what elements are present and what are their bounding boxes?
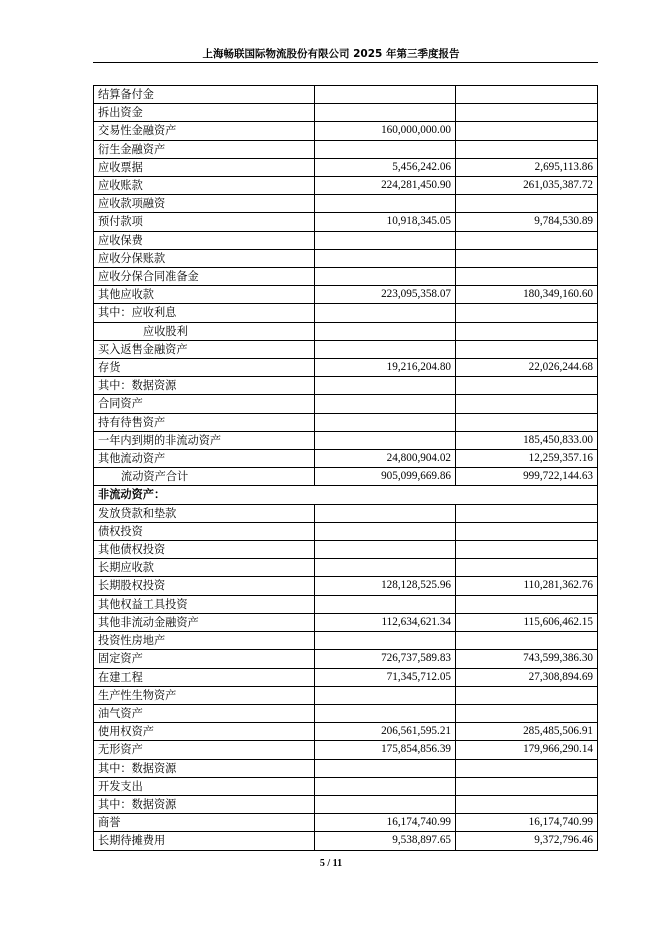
prior-period-value [456, 340, 598, 358]
row-label: 应收票据 [94, 158, 315, 176]
row-label: 其中：数据资源 [94, 759, 315, 777]
row-label: 其他流动资产 [94, 450, 315, 468]
row-label: 其中：数据资源 [94, 795, 315, 813]
current-period-value [315, 395, 456, 413]
prior-period-value: 12,259,357.16 [456, 450, 598, 468]
table-row [94, 686, 598, 704]
table-row [94, 632, 598, 650]
balance-sheet-body [94, 86, 598, 851]
prior-period-value: 285,485,506.91 [456, 723, 598, 741]
current-period-value [315, 559, 456, 577]
table-row [94, 450, 598, 468]
table-row [94, 468, 598, 486]
prior-period-value [456, 268, 598, 286]
prior-period-value [456, 704, 598, 722]
prior-period-value: 115,606,462.15 [456, 613, 598, 631]
row-label: 债权投资 [94, 522, 315, 540]
current-period-value [315, 431, 456, 449]
table-row [94, 595, 598, 613]
row-label: 应收分保账款 [94, 249, 315, 267]
row-label: 持有待售资产 [94, 413, 315, 431]
page-header-title: 上海畅联国际物流股份有限公司 2025 年第三季度报告 [202, 48, 460, 60]
current-period-value [315, 195, 456, 213]
row-label: 交易性金融资产 [94, 122, 315, 140]
row-label: 应收股利 [94, 322, 315, 340]
row-label: 应收保费 [94, 231, 315, 249]
current-period-value: 160,000,000.00 [315, 122, 456, 140]
prior-period-value: 179,966,290.14 [456, 741, 598, 759]
current-period-value: 175,854,856.39 [315, 741, 456, 759]
row-label: 长期待摊费用 [94, 832, 315, 850]
prior-period-value [456, 686, 598, 704]
row-label: 使用权资产 [94, 723, 315, 741]
table-row [94, 286, 598, 304]
table-row [94, 522, 598, 540]
row-label: 投资性房地产 [94, 632, 315, 650]
row-label: 其他非流动金融资产 [94, 613, 315, 631]
row-label: 合同资产 [94, 395, 315, 413]
table-row [94, 340, 598, 358]
table-row [94, 504, 598, 522]
table-row [94, 559, 598, 577]
table-row [94, 704, 598, 722]
row-label: 其他应收款 [94, 286, 315, 304]
table-row [94, 668, 598, 686]
current-period-value [315, 140, 456, 158]
table-row [94, 741, 598, 759]
row-label: 其中：应收利息 [94, 304, 315, 322]
prior-period-value [456, 595, 598, 613]
prior-period-value [456, 377, 598, 395]
table-row [94, 195, 598, 213]
prior-period-value: 185,450,833.00 [456, 431, 598, 449]
prior-period-value [456, 504, 598, 522]
prior-period-value [456, 231, 598, 249]
prior-period-value [456, 413, 598, 431]
table-row [94, 122, 598, 140]
prior-period-value: 2,695,113.86 [456, 158, 598, 176]
row-label: 拆出资金 [94, 104, 315, 122]
page-number: 5 / 11 [319, 858, 343, 869]
table-row [94, 723, 598, 741]
current-period-value: 905,099,669.86 [315, 468, 456, 486]
current-period-value: 206,561,595.21 [315, 723, 456, 741]
prior-period-value [456, 104, 598, 122]
row-label: 油气资产 [94, 704, 315, 722]
row-label: 其中：数据资源 [94, 377, 315, 395]
prior-period-value [456, 777, 598, 795]
prior-period-value [456, 322, 598, 340]
table-row [94, 577, 598, 595]
table-section-row [94, 486, 598, 504]
current-period-value: 5,456,242.06 [315, 158, 456, 176]
row-label: 发放贷款和垫款 [94, 504, 315, 522]
prior-period-value: 22,026,244.68 [456, 359, 598, 377]
prior-period-value [456, 304, 598, 322]
prior-period-value: 743,599,386.30 [456, 650, 598, 668]
current-period-value [315, 340, 456, 358]
row-label: 应收分保合同准备金 [94, 268, 315, 286]
current-period-value [315, 86, 456, 104]
row-label: 买入返售金融资产 [94, 340, 315, 358]
table-row [94, 158, 598, 176]
table-row [94, 322, 598, 340]
current-period-value [315, 686, 456, 704]
table-row [94, 359, 598, 377]
table-row [94, 140, 598, 158]
row-label: 存货 [94, 359, 315, 377]
balance-sheet-table [93, 85, 598, 851]
prior-period-value: 180,349,160.60 [456, 286, 598, 304]
current-period-value: 9,538,897.65 [315, 832, 456, 850]
row-label: 一年内到期的非流动资产 [94, 431, 315, 449]
row-label: 衍生金融资产 [94, 140, 315, 158]
row-label: 长期应收款 [94, 559, 315, 577]
row-label: 其他债权投资 [94, 541, 315, 559]
table-row [94, 613, 598, 631]
table-row [94, 541, 598, 559]
current-period-value: 19,216,204.80 [315, 359, 456, 377]
current-period-value [315, 249, 456, 267]
table-row [94, 304, 598, 322]
prior-period-value [456, 541, 598, 559]
current-period-value: 24,800,904.02 [315, 450, 456, 468]
prior-period-value [456, 559, 598, 577]
prior-period-value: 110,281,362.76 [456, 577, 598, 595]
row-label: 固定资产 [94, 650, 315, 668]
prior-period-value [456, 395, 598, 413]
current-period-value: 726,737,589.83 [315, 650, 456, 668]
table-row [94, 213, 598, 231]
header-rule [93, 62, 598, 63]
current-period-value: 223,095,358.07 [315, 286, 456, 304]
row-label: 预付款项 [94, 213, 315, 231]
prior-period-value [456, 795, 598, 813]
current-period-value: 224,281,450.90 [315, 177, 456, 195]
current-period-value: 16,174,740.99 [315, 814, 456, 832]
current-period-value [315, 704, 456, 722]
row-label: 在建工程 [94, 668, 315, 686]
current-period-value [315, 322, 456, 340]
current-period-value [315, 268, 456, 286]
current-period-value [315, 522, 456, 540]
table-row [94, 832, 598, 850]
prior-period-value: 999,722,144.63 [456, 468, 598, 486]
table-row [94, 795, 598, 813]
current-period-value [315, 413, 456, 431]
table-row [94, 395, 598, 413]
row-label: 生产性生物资产 [94, 686, 315, 704]
current-period-value [315, 632, 456, 650]
section-heading: 非流动资产： [94, 486, 598, 504]
table-row [94, 377, 598, 395]
current-period-value [315, 304, 456, 322]
row-label: 流动资产合计 [94, 468, 315, 486]
prior-period-value [456, 522, 598, 540]
prior-period-value: 27,308,894.69 [456, 668, 598, 686]
table-row [94, 814, 598, 832]
prior-period-value: 9,372,796.46 [456, 832, 598, 850]
current-period-value [315, 595, 456, 613]
prior-period-value [456, 86, 598, 104]
row-label: 应收账款 [94, 177, 315, 195]
current-period-value: 10,918,345.05 [315, 213, 456, 231]
current-period-value: 71,345,712.05 [315, 668, 456, 686]
table-row [94, 177, 598, 195]
prior-period-value: 261,035,387.72 [456, 177, 598, 195]
prior-period-value [456, 122, 598, 140]
table-row [94, 86, 598, 104]
current-period-value [315, 377, 456, 395]
current-period-value [315, 795, 456, 813]
table-row [94, 413, 598, 431]
prior-period-value [456, 759, 598, 777]
table-row [94, 650, 598, 668]
row-label: 应收款项融资 [94, 195, 315, 213]
current-period-value [315, 777, 456, 795]
row-label: 商誉 [94, 814, 315, 832]
row-label: 结算备付金 [94, 86, 315, 104]
prior-period-value [456, 195, 598, 213]
table-row [94, 777, 598, 795]
prior-period-value: 9,784,530.89 [456, 213, 598, 231]
table-row [94, 759, 598, 777]
row-label: 其他权益工具投资 [94, 595, 315, 613]
row-label: 开发支出 [94, 777, 315, 795]
prior-period-value [456, 632, 598, 650]
current-period-value [315, 104, 456, 122]
table-row [94, 104, 598, 122]
row-label: 无形资产 [94, 741, 315, 759]
current-period-value [315, 759, 456, 777]
current-period-value [315, 231, 456, 249]
current-period-value [315, 541, 456, 559]
current-period-value: 128,128,525.96 [315, 577, 456, 595]
table-row [94, 231, 598, 249]
prior-period-value: 16,174,740.99 [456, 814, 598, 832]
prior-period-value [456, 140, 598, 158]
prior-period-value [456, 249, 598, 267]
current-period-value [315, 504, 456, 522]
table-row [94, 268, 598, 286]
table-row [94, 249, 598, 267]
row-label: 长期股权投资 [94, 577, 315, 595]
current-period-value: 112,634,621.34 [315, 613, 456, 631]
table-row [94, 431, 598, 449]
